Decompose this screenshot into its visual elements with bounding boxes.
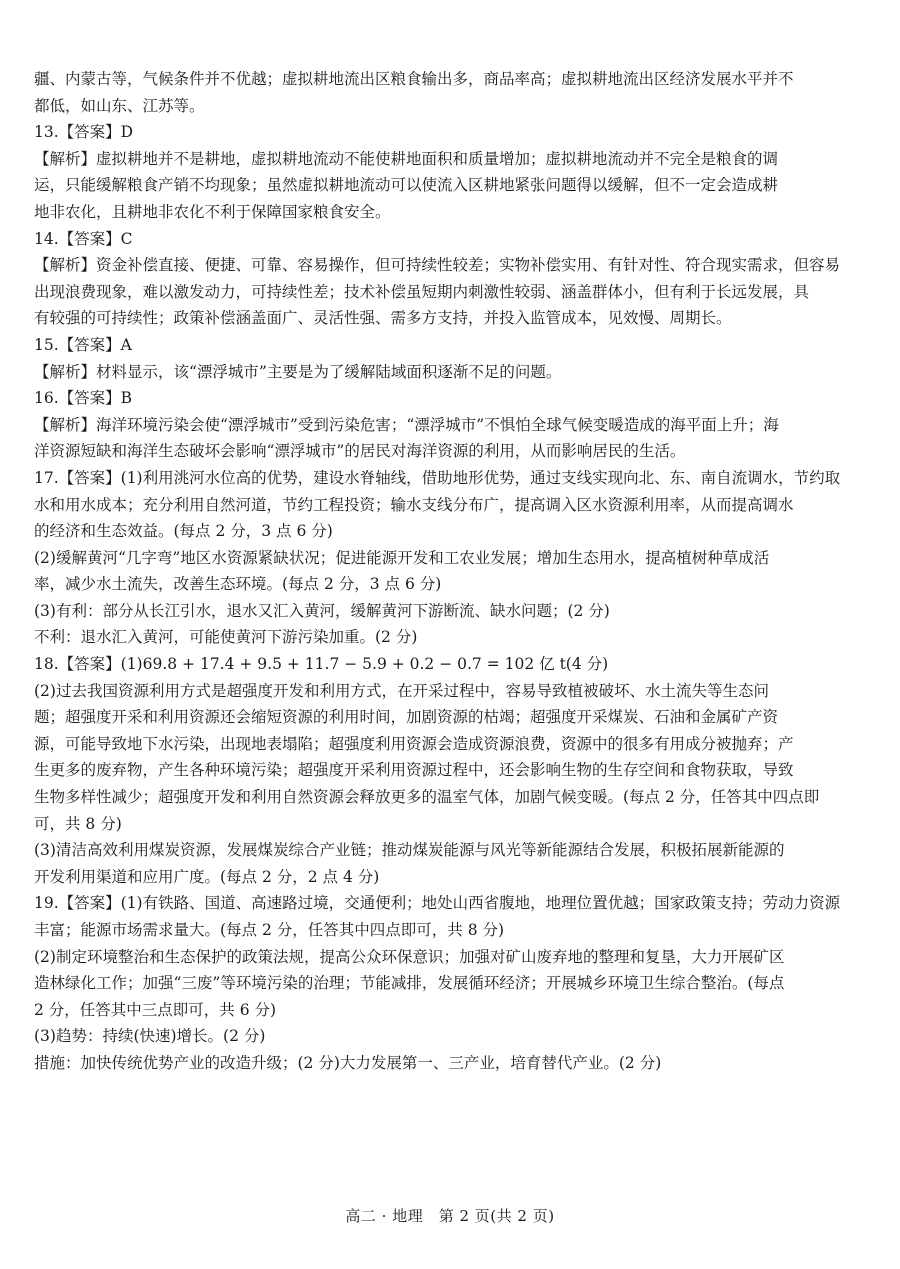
text-line: 源，可能导致地下水污染，出现地表塌陷；超强度利用资源会造成资源浪费，资源中的很多有用成分被抛弃；产 [34, 734, 794, 753]
text-line: 出现浪费现象，难以激发动力，可持续性差；技术补偿虽短期内刺激性较弱、涵盖群体小，但有利于长远发展，具 [34, 282, 810, 301]
text-line: (2)缓解黄河“几字弯”地区水资源紧缺状况；促进能源开发和工农业发展；增加生态用水，提高植树种草成活 [34, 548, 770, 567]
text-line: 生更多的废弃物，产生各种环境污染；超强度开采利用资源过程中，还会影响生物的生存空间和食物获取，导致 [34, 761, 794, 780]
question-13-answer: 13.【答案】D [34, 123, 134, 142]
text-line: 疆、内蒙古等，气候条件并不优越；虚拟耕地流出区粮食输出多，商品率高；虚拟耕地流出区经济发展水平并不 [34, 70, 794, 88]
question-17-answer: 17.【答案】(1)利用洮河水位高的优势，建设水脊轴线，借助地形优势，通过支线实现向北、东、南自流调水，节约取 [34, 468, 841, 487]
question-16-analysis: 【解析】海洋环境污染会使“漂浮城市”受到污染危害；“漂浮城市”不惧怕全球气候变暖造成的海平面上升；海 [34, 415, 779, 434]
text-line: 的经济和生态效益。(每点 2 分，3 点 6 分) [34, 522, 333, 541]
page-footer: 高二 · 地理 第 2 页(共 2 页) [345, 1207, 555, 1225]
question-16-answer: 16.【答案】B [34, 389, 133, 408]
question-13-analysis: 【解析】虚拟耕地并不是耕地，虚拟耕地流动不能使耕地面积和质量增加；虚拟耕地流动并不完全是粮食的调 [34, 149, 779, 168]
text-line: 地非农化，且耕地非农化不利于保障国家粮食安全。 [34, 202, 391, 221]
text-line: 洋资源短缺和海洋生态破坏会影响“漂浮城市”的居民对海洋资源的利用，从而影响居民的生活。 [34, 442, 686, 461]
question-14-analysis: 【解析】资金补偿直接、便捷、可靠、容易操作，但可持续性较差；实物补偿实用、有针对性、符合现实需求，但容易 [34, 256, 841, 275]
text-line: 措施：加快传统优势产业的改造升级；(2 分)大力发展第一、三产业，培育替代产业。(2 分) [34, 1053, 662, 1072]
question-15-analysis: 【解析】材料显示，该“漂浮城市”主要是为了缓解陆域面积逐渐不足的问题。 [34, 362, 562, 381]
text-line: (2)制定环境整治和生态保护的政策法规，提高公众环保意识；加强对矿山废弃地的整理和复垦，大力开展矿区 [34, 947, 785, 966]
question-15-answer: 15.【答案】A [34, 335, 132, 354]
text-line: 2 分，任答其中三点即可，共 6 分) [34, 1000, 277, 1019]
text-line: (3)有利：部分从长江引水，退水又汇入黄河，缓解黄河下游断流、缺水问题；(2 分) [34, 601, 610, 620]
text-line: 造林绿化工作；加强“三废”等环境污染的治理；节能减排，发展循环经济；开展城乡环境卫生综合整治。(每点 [34, 974, 785, 993]
question-14-answer: 14.【答案】C [34, 229, 133, 248]
text-line: 有较强的可持续性；政策补偿涵盖面广、灵活性强、需多方支持，并投入监管成本，见效慢、周期长。 [34, 309, 732, 328]
text-line: 丰富；能源市场需求量大。(每点 2 分，任答其中四点即可，共 8 分) [34, 921, 505, 939]
question-19-answer: 19.【答案】(1)有铁路、国道、高速路过境，交通便利；地处山西省腹地，地理位置优越；国家政策支持；劳动力资源 [34, 894, 841, 913]
text-line: 水和用水成本；充分利用自然河道，节约工程投资；输水支线分布广，提高调入区水资源利用率，从而提高调水 [34, 495, 794, 514]
text-line: 生物多样性减少；超强度开发和利用自然资源会释放更多的温室气体，加剧气候变暖。(每点 2 分，任答其中四点即 [34, 788, 820, 807]
answer-text [34, 66, 870, 1077]
text-line: 运，只能缓解粮食产销不均现象；虽然虚拟耕地流动可以使流入区耕地紧张问题得以缓解，但不一定会造成耕 [34, 176, 779, 195]
text-line: (2)过去我国资源利用方式是超强度开发和利用方式，在开采过程中，容易导致植被破坏、水土流失等生态问 [34, 681, 769, 700]
text-line: 题；超强度开采和利用资源还会缩短资源的利用时间，加剧资源的枯竭；超强度开采煤炭、石油和金属矿产资 [34, 708, 779, 727]
text-line: 都低，如山东、江苏等。 [34, 96, 205, 115]
text-line: 率，减少水土流失，改善生态环境。(每点 2 分，3 点 6 分) [34, 575, 442, 594]
question-18-answer: 18.【答案】(1)69.8 + 17.4 + 9.5 + 11.7 − 5.9 + 0.2 − 0.7 = 102 亿 t(4 分) [34, 655, 609, 674]
text-line: 开发利用渠道和应用广度。(每点 2 分，2 点 4 分) [34, 867, 380, 886]
text-line: (3)趋势：持续(快速)增长。(2 分) [34, 1027, 266, 1046]
text-line: (3)清洁高效利用煤炭资源，发展煤炭综合产业链；推动煤炭能源与风光等新能源结合发展，积极拓展新能源的 [34, 841, 785, 860]
text-line: 可，共 8 分) [34, 814, 122, 833]
text-line: 不利：退水汇入黄河，可能使黄河下游污染加重。(2 分) [34, 628, 418, 647]
